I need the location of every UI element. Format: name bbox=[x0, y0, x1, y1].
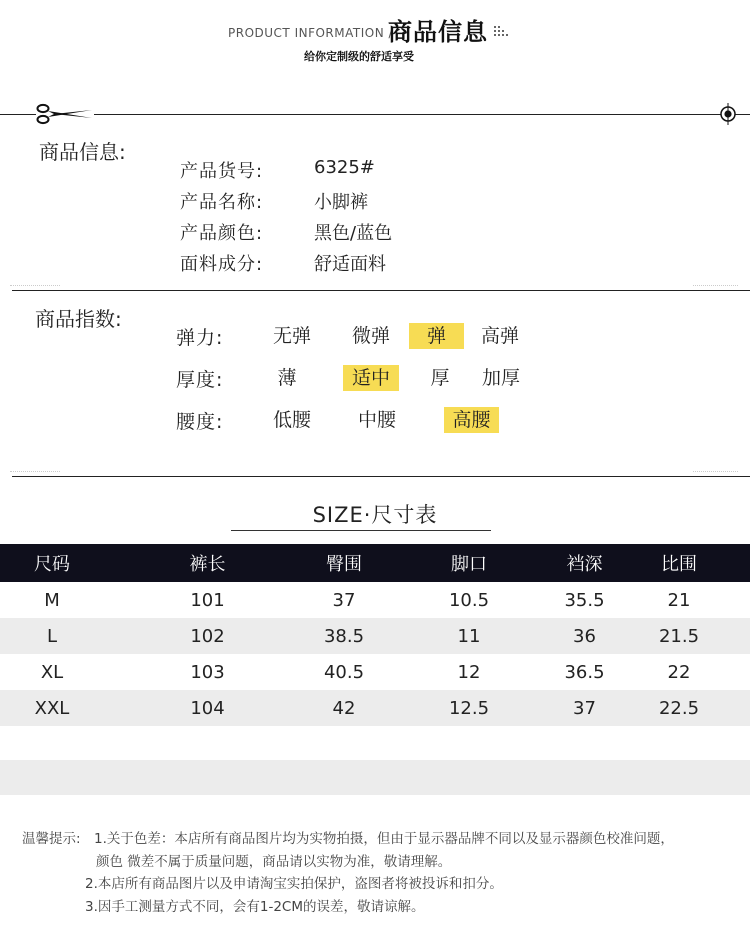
product-info-title: 商品信息: bbox=[39, 140, 126, 164]
title-underline bbox=[231, 530, 491, 531]
option-mid-waist: 中腰 bbox=[357, 409, 396, 431]
dots-decoration-icon bbox=[494, 26, 512, 38]
notes-label: 温馨提示: bbox=[22, 831, 81, 847]
table-row bbox=[0, 618, 750, 654]
header-cell: 裆深 bbox=[561, 544, 608, 582]
size-table-title: SIZE·尺寸表 bbox=[312, 503, 438, 527]
field-key-code: 产品货号: bbox=[180, 161, 264, 182]
index-label-waist: 腰度: bbox=[176, 411, 224, 433]
option-thick: 厚 bbox=[430, 367, 450, 389]
target-icon bbox=[716, 103, 740, 125]
table-header-row bbox=[0, 544, 750, 582]
option-low-waist: 低腰 bbox=[272, 409, 311, 431]
table-cell: XL bbox=[40, 661, 64, 683]
field-value-fabric: 舒适面料 bbox=[314, 254, 386, 275]
table-cell: 102 bbox=[104, 618, 311, 654]
option-high-stretch: 高弹 bbox=[480, 325, 519, 347]
option-no-stretch: 无弹 bbox=[272, 325, 311, 347]
index-label-thickness: 厚度: bbox=[176, 369, 224, 391]
table-cell: 12.5 bbox=[377, 690, 561, 726]
table-cell: 35.5 bbox=[564, 589, 605, 611]
header-subtitle: 给你定制级的舒适享受 bbox=[304, 50, 414, 63]
table-cell: 103 bbox=[190, 661, 225, 683]
header-cell: 臀围 bbox=[311, 544, 377, 582]
table-cell: 40.5 bbox=[323, 661, 365, 683]
header-cell: 尺码 bbox=[0, 544, 104, 582]
field-value-color: 黑色/蓝色 bbox=[314, 223, 393, 244]
table-row bbox=[0, 690, 750, 726]
note-line: 颜色 微差不属于质量问题，商品请以实物为准，敬请理解。 bbox=[96, 853, 452, 870]
product-index-title: 商品指数: bbox=[35, 307, 122, 331]
table-cell: 21 bbox=[667, 589, 691, 611]
table-cell: 11 bbox=[377, 618, 561, 654]
table-cell: 42 bbox=[311, 690, 377, 726]
table-cell: 36.5 bbox=[564, 661, 605, 683]
table-cell: 22 bbox=[667, 661, 691, 683]
index-label-elasticity: 弹力: bbox=[176, 327, 224, 349]
field-key-color: 产品颜色: bbox=[180, 223, 264, 244]
faint-dotted-line bbox=[10, 285, 60, 287]
faint-dotted-line bbox=[693, 471, 738, 473]
field-key-name: 产品名称: bbox=[180, 192, 264, 213]
table-cell: 104 bbox=[104, 690, 311, 726]
option-slight-stretch: 微弹 bbox=[351, 325, 390, 347]
option-stretch-selected: 弹 bbox=[409, 323, 464, 349]
table-cell: 12 bbox=[457, 661, 481, 683]
header-en-title: PRODUCT INFORMATION / bbox=[228, 26, 394, 40]
header-cell: 比围 bbox=[608, 544, 750, 582]
faint-dotted-line bbox=[693, 285, 738, 287]
field-key-fabric: 面料成分: bbox=[180, 254, 264, 275]
table-cell: M bbox=[44, 589, 60, 611]
table-cell: 10.5 bbox=[448, 589, 490, 611]
table-cell: 22.5 bbox=[608, 690, 750, 726]
table-row bbox=[0, 654, 750, 690]
faint-dotted-line bbox=[10, 471, 60, 473]
note-line: 1.关于色差：本店所有商品图片均为实物拍摄，但由于显示器品牌不同以及显示器颜色校准问题， bbox=[94, 831, 674, 847]
table-cell: XXL bbox=[0, 690, 104, 726]
table-cell: 37 bbox=[332, 589, 356, 611]
header-cell: 裤长 bbox=[104, 544, 311, 582]
page-header bbox=[0, 10, 750, 70]
table-cell: 37 bbox=[561, 690, 608, 726]
table-row bbox=[0, 582, 750, 618]
scissors-icon bbox=[36, 103, 94, 125]
note-line: 3.因手工测量方式不同，会有1-2CM的误差，敬请谅解。 bbox=[85, 898, 425, 915]
option-medium-selected: 适中 bbox=[343, 365, 399, 391]
table-cell: L bbox=[0, 618, 104, 654]
option-extra-thick: 加厚 bbox=[481, 367, 520, 389]
notes-block bbox=[22, 828, 674, 918]
option-high-waist-selected: 高腰 bbox=[444, 407, 499, 433]
note-line: 2.本店所有商品图片以及申请淘宝实拍保护，盗图者将被投诉和扣分。 bbox=[85, 876, 503, 892]
header-cell: 脚口 bbox=[377, 544, 561, 582]
divider-line bbox=[12, 476, 750, 477]
field-value-code: 6325# bbox=[314, 157, 375, 178]
divider-line bbox=[0, 114, 750, 115]
table-cell: 38.5 bbox=[311, 618, 377, 654]
divider-line bbox=[12, 290, 750, 291]
empty-table-row bbox=[0, 760, 750, 795]
header-cn-title: 商品信息 bbox=[388, 18, 488, 46]
size-table bbox=[0, 544, 750, 726]
field-value-name: 小脚裤 bbox=[314, 192, 368, 213]
table-cell: 36 bbox=[561, 618, 608, 654]
table-cell: 21.5 bbox=[608, 618, 750, 654]
table-cell: 101 bbox=[190, 589, 225, 611]
option-thin: 薄 bbox=[277, 367, 297, 389]
